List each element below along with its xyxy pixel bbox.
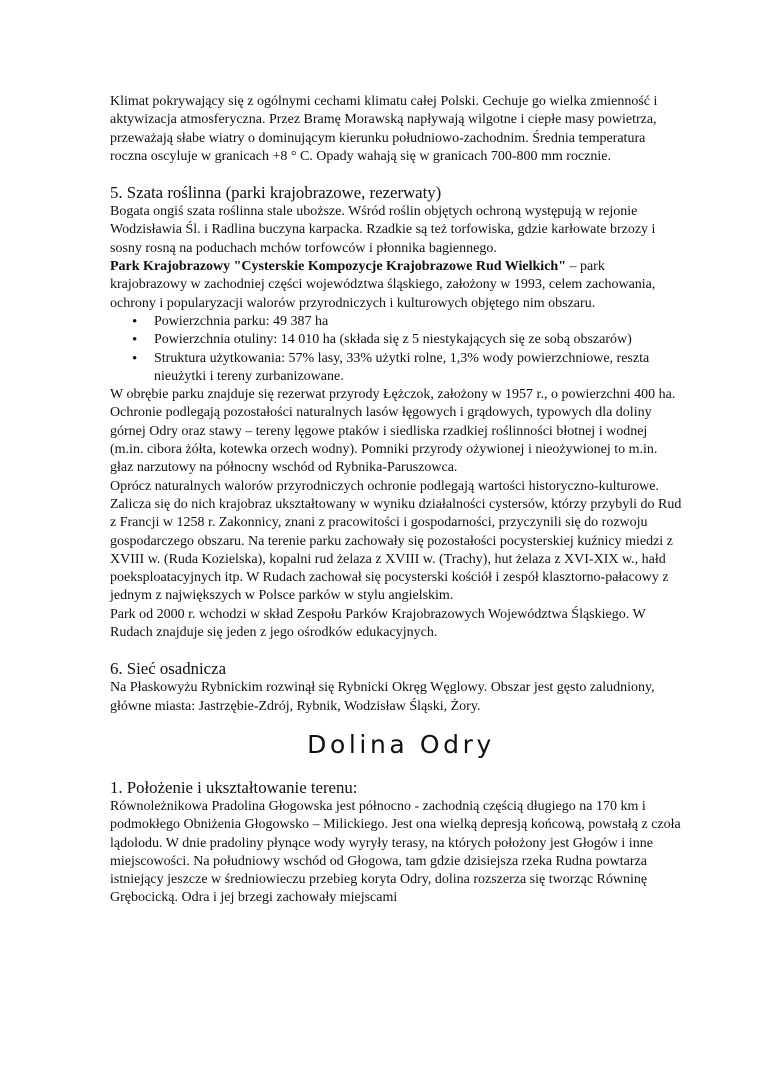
location-paragraph: Równoleżnikowa Pradolina Głogowska jest północno - zachodnią częścią długiego na 170 km i podmokłego Obniżenia Głogowsko – Milickiego. Jest ona wielką depresją końcową, powstałą z czoła lądolodu. W dnie pradoliny płynące wody wyryły terasy, na których położony jest Głogów i inne miejscowości. Na południowy wschód od Głogowa, tam gdzie dzisiejsza rzeka Rudna powtarza istniejący jeszcze w średniowieczu przebieg koryta Odry, dolina rozszerza się tworząc Równinę Grębocicką. Odra i jej brzegi zachowały miejscami [110,798,681,906]
list-item: • Powierzchnia parku: 49 387 ha [154,313,682,331]
park-facts-list [110,313,682,386]
reserve-paragraph: W obrębie parku znajduje się rezerwat przyrody Łężczok, założony w 1957 r., o powierzchni 400 ha. Ochronie podlegają pozostałości naturalnych lasów łęgowych i grądowych, typowych dla doliny górnej Odry oraz stawy – tereny lęgowe ptaków i siedliska rzadkiej roślinności błotnej i wodnej (m.in. cibora żółta, kotewka orzech wodny). Pomniki przyrody ożywionej i nieożywionej to m.in. głaz narzutowy na północny wschód od Rybnika-Paruszowca. [110,387,676,476]
chapter-title: Dolina Odry [307,729,495,759]
culture-paragraph: Oprócz naturalnych walorów przyrodniczych ochronie podlegają wartości historyczno-kulturowe. Zalicza się do nich krajobraz ukształtowany w wyniku działalności cystersów, którzy przybyli do Rud z Francji w 1258 r. Zakonnicy, znani z pracowitości i gospodarności, przyczynili się do rozwoju gospodarczego obszaru. Na terenie parku zachowały się pozostałości pocysterskiej kuźnicy miedzi z XVIII w. (Ruda Kozielska), kopalni rud żelaza z XVIII w. (Trachy), hut żelaza z XVI-XIX w., hałd poeksploatacyjnych itp. W Rudach zachował się pocysterski kościół i zespół klasztorno-pałacowy z jednym z największych w Polsce parków w stylu angielskim. [110,478,682,604]
section-6-heading: 6. Sieć osadnicza [110,659,227,679]
park-complex-paragraph: Park od 2000 r. wchodzi w skład Zespołu Parków Krajobrazowych Województwa Śląskiego. W Rudach znajduje się jeden z jego ośrodków edukacyjnych. [110,606,646,641]
climate-paragraph: Klimat pokrywający się z ogólnymi cechami klimatu całej Polski. Cechuje go wielka zmienność i aktywizacja atmosferyczna. Przez Bramę Morawską napływają wilgotne i ciepłe masy powietrza, przeważają słabe wiatry o dominującym kierunku południowo-zachodnim. Średnia temperatura roczna oscyluje w granicach +8 ° C. Opady wahają się w granicach 700-800 mm rocznie. [110,94,658,164]
section-5-heading: 5. Szata roślinna (parki krajobrazowe, rezerwaty) [110,183,442,203]
park-description: – park krajobrazowy w zachodniej części województwa śląskiego, założony w 1993, celem zachowania, ochrony i popularyzacji walorów przyrodniczych i kulturowych objętego nim obszaru. [110,259,656,311]
vegetation-intro: Bogata ongiś szata roślinna stale uboższe. Wśród roślin objętych ochroną występują w rejonie Wodzisławia Śl. i Radlina buczyna karpacka. Rzadkie są też torfowiska, gdzie karłowate brzozy i sosny rosną na poduchach mchów torfowców i płonnika bagiennego. [110,204,656,256]
document-page [110,93,682,908]
park-paragraph [110,258,682,313]
section-1-heading: 1. Położenie i ukształtowanie terenu: [110,777,358,797]
list-item: • Powierzchnia otuliny: 14 010 ha (składa się z 5 niestykających się ze sobą obszarów) [154,331,682,349]
settlement-paragraph: Na Płaskowyżu Rybnickim rozwinął się Rybnicki Okręg Węglowy. Obszar jest gęsto zaludniony, główne miasta: Jastrzębie-Zdrój, Rybnik, Wodzisław Śląski, Żory. [110,680,655,714]
list-item: • Struktura użytkowania: 57% lasy, 33% użytki rolne, 1,3% wody powierzchniowe, reszta nieużytki i tereny zurbanizowane. [154,350,682,387]
park-name: Park Krajobrazowy "Cysterskie Kompozycje Krajobrazowe Rud Wielkich" [110,259,566,275]
